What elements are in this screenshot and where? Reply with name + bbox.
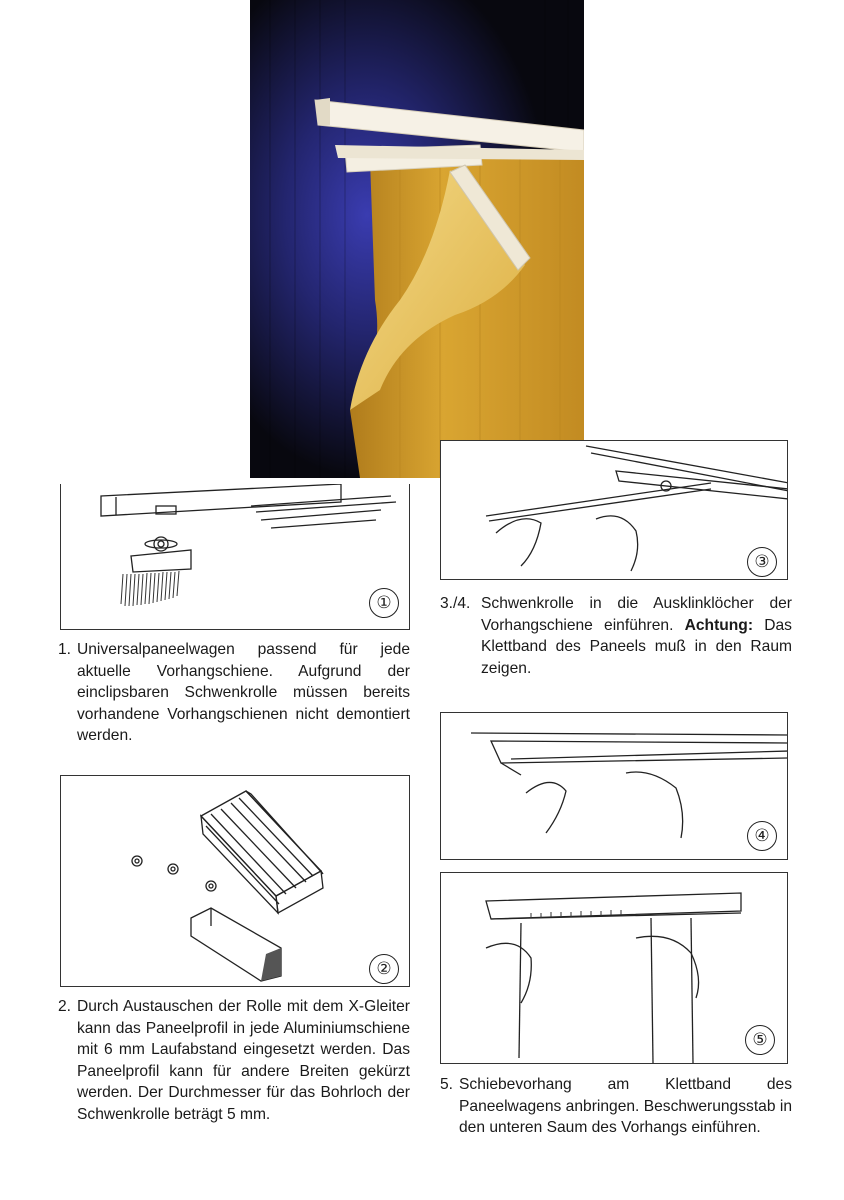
step-label-3: 3./4. <box>440 595 471 612</box>
step-text-3b: Das Klettband des Paneels muß in den Raum zeigen. <box>481 616 792 677</box>
step-number-5: ⑤ <box>745 1025 775 1055</box>
step-label-1: 1. <box>58 641 72 658</box>
caption-step-3-4 <box>440 593 792 679</box>
product-photo <box>250 0 584 478</box>
step-number-3: ③ <box>747 547 777 577</box>
illustration-panel-1 <box>60 484 410 630</box>
caption-step-5 <box>440 1074 792 1139</box>
illustration-panel-3 <box>440 440 788 580</box>
warning-label: Achtung: <box>684 616 754 634</box>
step-text-2: Durch Austauschen der Rolle mit dem X-Gleiter kann das Paneelprofil in jede Aluminiumschiene mit 6 mm Laufabstand eingesetzt werden. Das Paneelprofil kann für andere Breiten gekürzt werden. Der Durchmesser für das Bohrloch der Schwenkrolle beträgt 5 mm. <box>77 998 410 1123</box>
caption-step-1 <box>58 639 410 747</box>
step-text-5: Schiebevorhang am Klettband des Paneelwagens anbringen. Beschwerungsstab in den unteren Saum des Vorhangs einführen. <box>459 1076 792 1136</box>
step-number-4: ④ <box>747 821 777 851</box>
illustration-panel-5 <box>440 872 788 1064</box>
step-text-3a: Schwenkrolle in die Ausklinklöcher der Vorhangschiene einführen. <box>481 595 792 634</box>
illustration-panel-2 <box>60 775 410 987</box>
caption-step-2 <box>58 996 410 1125</box>
step-text-1: Universalpaneelwagen passend für jede aktuelle Vorhangschiene. Aufgrund der einclipsbaren Schwenkrolle müssen bereits vorhandene Vorhangschienen nicht demontiert werden. <box>77 641 410 744</box>
illustration-panel-4 <box>440 712 788 860</box>
step-number-2: ② <box>369 954 399 984</box>
step-label-5: 5. <box>440 1076 454 1093</box>
step-label-2: 2. <box>58 998 72 1015</box>
step-number-1: ① <box>369 588 399 618</box>
